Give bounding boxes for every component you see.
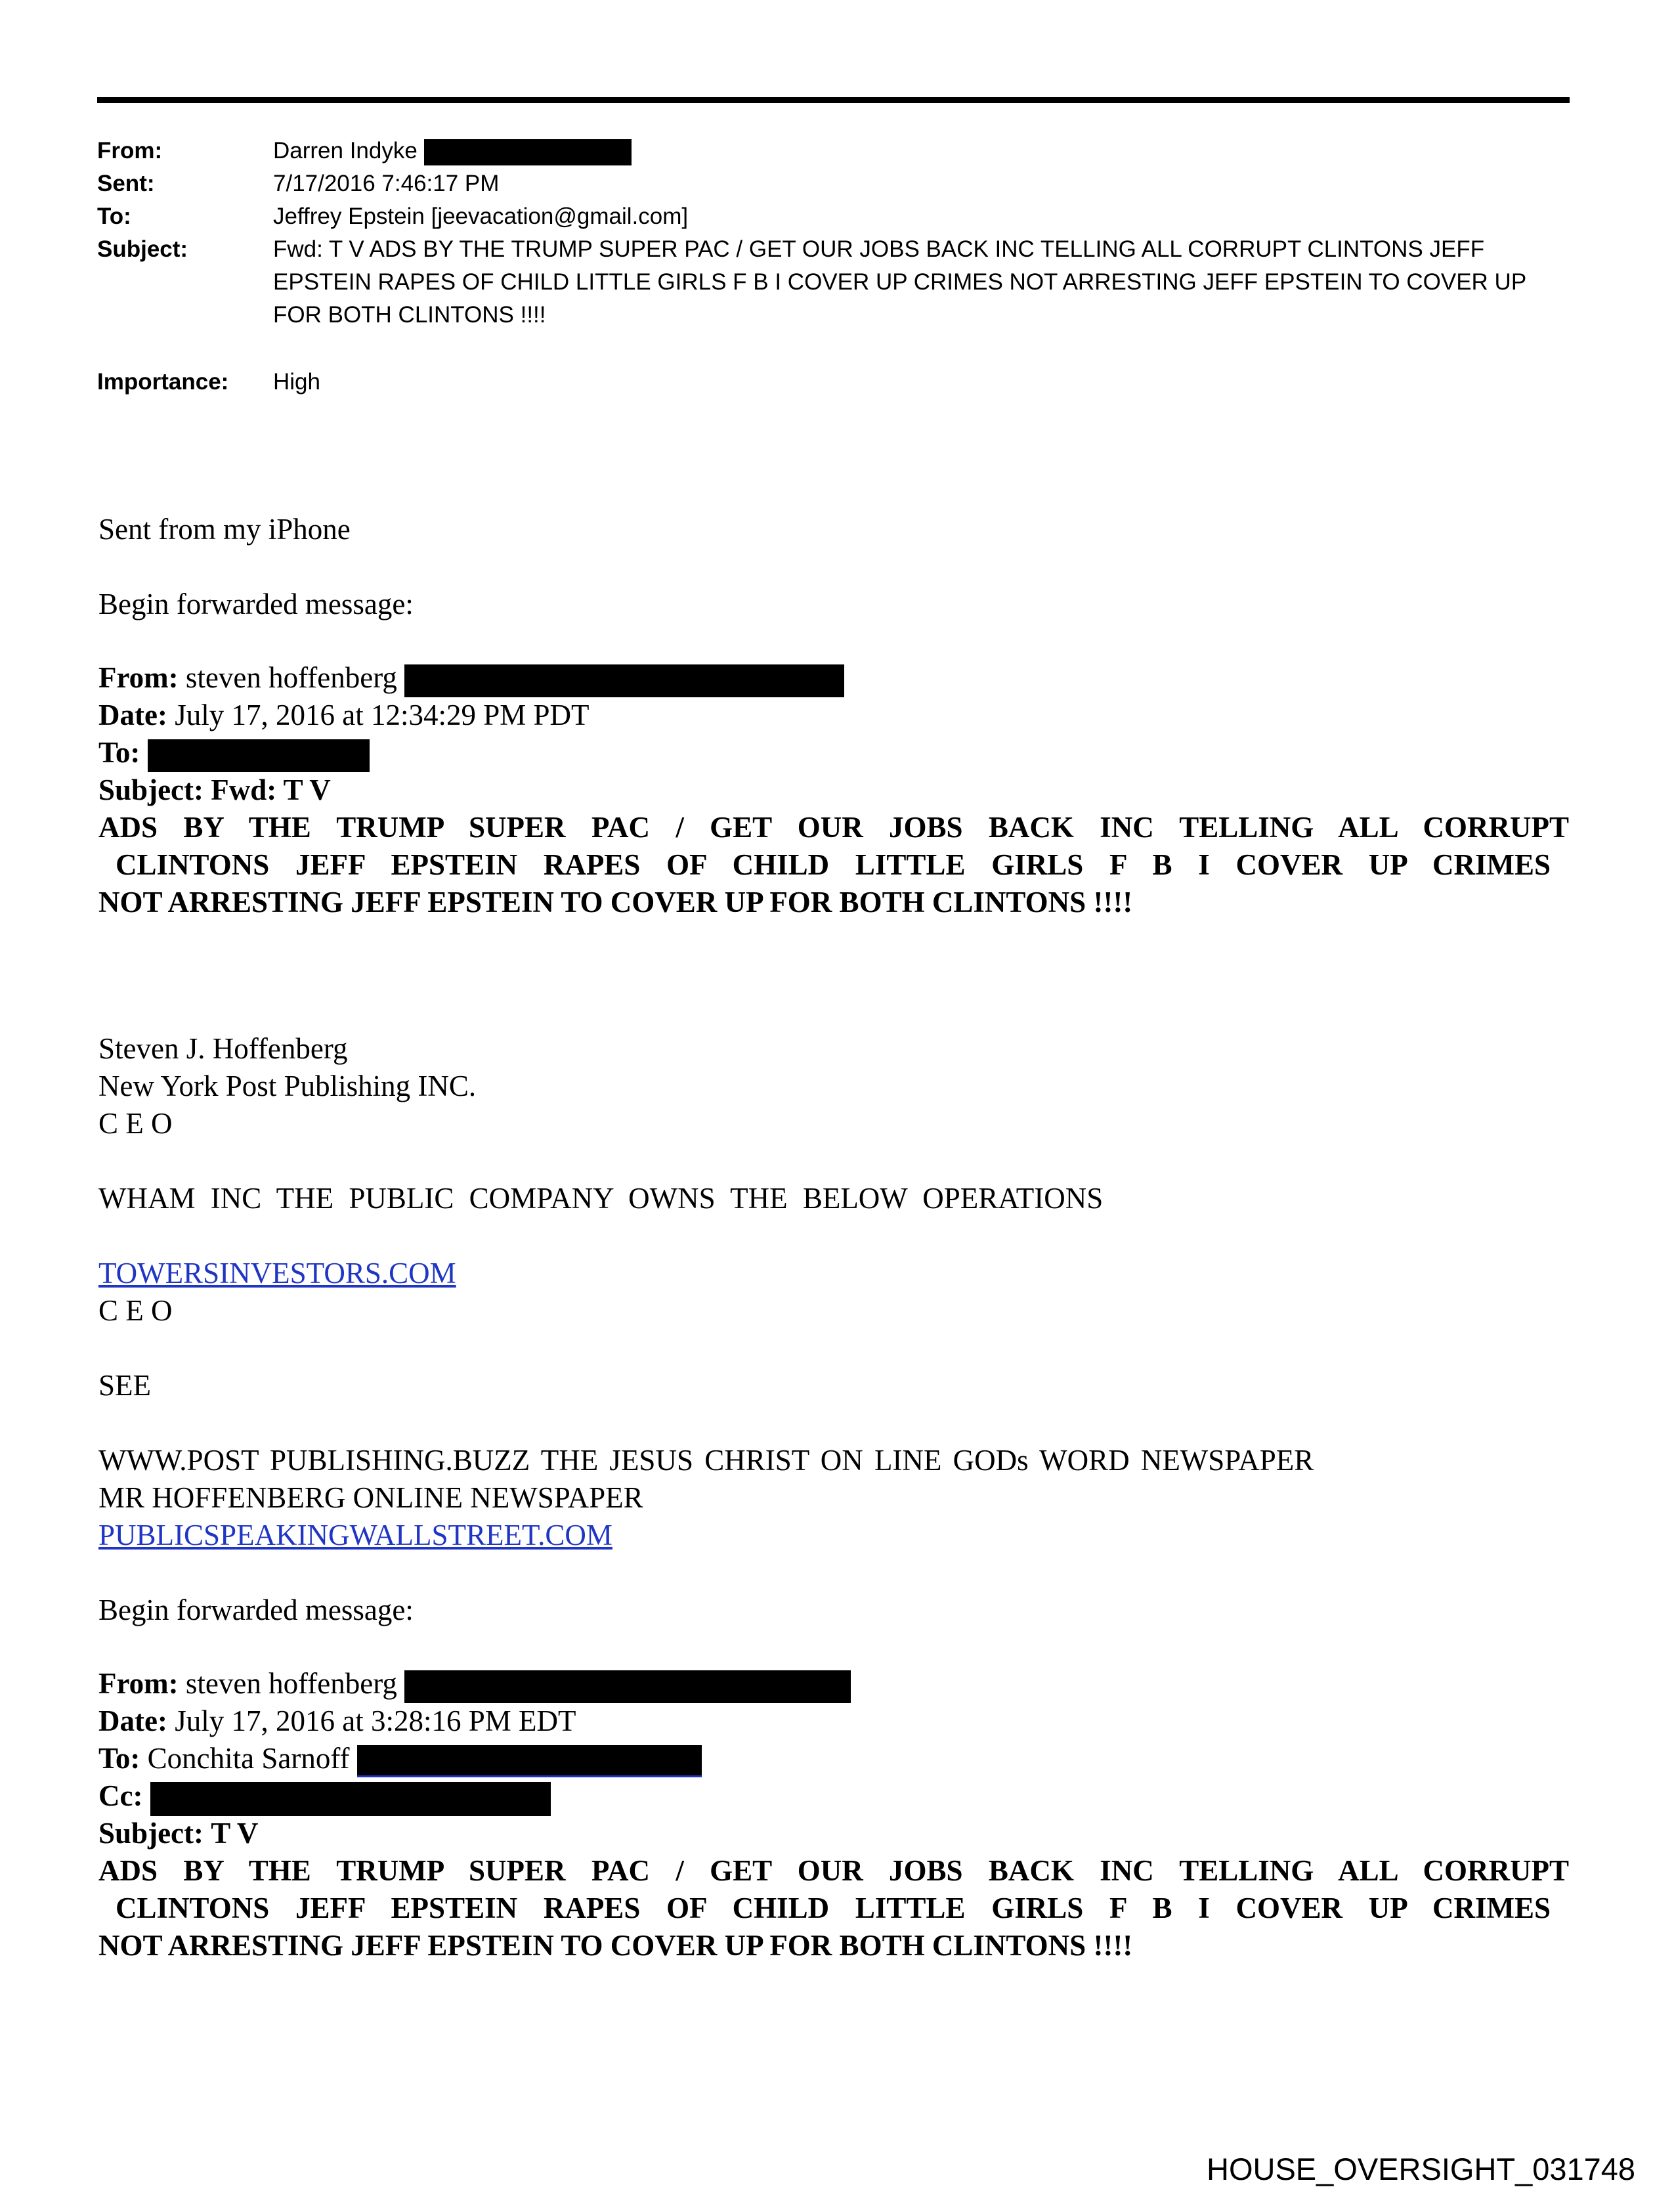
fwd1-subject-line: CLINTONS JEFF EPSTEIN RAPES OF CHILD LITTLE GIRLS F B I COVER UP CRIMES <box>116 848 1551 881</box>
redaction-box <box>357 1745 702 1777</box>
fwd2-subject-line: CLINTONS JEFF EPSTEIN RAPES OF CHILD LITTLE GIRLS F B I COVER UP CRIMES <box>116 1892 1551 1924</box>
fwd2-from-label: From: <box>98 1667 179 1700</box>
redaction-box <box>148 739 370 772</box>
fwd2-subject-line: ADS BY THE TRUMP SUPER PAC / GET OUR JOBS BACK INC TELLING ALL CORRUPT <box>98 1854 1569 1887</box>
signature-www-line: WWW.POST PUBLISHING.BUZZ THE JESUS CHRIST ON LINE GODs WORD NEWSPAPER <box>98 1444 1314 1477</box>
fwd1-subject-line: NOT ARRESTING JEFF EPSTEIN TO COVER UP FOR BOTH CLINTONS !!!! <box>98 886 1133 919</box>
fwd1-subject-label: Subject: <box>98 773 204 806</box>
sent-from-line: Sent from my iPhone <box>98 513 351 546</box>
fwd2-from-value: steven hoffenberg <box>185 1667 397 1700</box>
signature-online-line: MR HOFFENBERG ONLINE NEWSPAPER <box>98 1481 643 1514</box>
header-from-value: Darren Indyke <box>273 135 632 167</box>
fwd1-subject-row <box>98 771 331 809</box>
fwd2-subject-label: Subject: <box>98 1817 204 1850</box>
fwd2-date-row <box>98 1702 576 1740</box>
header-sent-label: Sent: <box>97 171 155 196</box>
fwd1-from-label: From: <box>98 661 179 694</box>
fwd2-from-row <box>98 1665 851 1703</box>
fwd2-to-value: Conchita Sarnoff <box>147 1742 350 1775</box>
signature-link-publicspeaking[interactable]: PUBLICSPEAKINGWALLSTREET.COM <box>98 1519 612 1551</box>
top-rule-divider <box>97 97 1570 103</box>
fwd2-to-label: To: <box>98 1742 140 1775</box>
fwd2-subject-text <box>98 1852 1569 1964</box>
fwd2-cc-label: Cc: <box>98 1779 143 1812</box>
redaction-box <box>150 1782 551 1816</box>
redaction-box <box>404 664 844 697</box>
begin-forwarded-2: Begin forwarded message: <box>98 1594 414 1626</box>
signature-title-2: C E O <box>98 1294 173 1327</box>
fwd1-subject-line: ADS BY THE TRUMP SUPER PAC / GET OUR JOBS BACK INC TELLING ALL CORRUPT <box>98 811 1569 844</box>
header-subject-label: Subject: <box>97 236 188 262</box>
fwd1-subject-value: Fwd: T V <box>211 773 331 806</box>
header-to-value: Jeffrey Epstein [jeevacation@gmail.com] <box>273 204 689 229</box>
fwd1-subject-text <box>98 809 1569 921</box>
header-to-label: To: <box>97 204 131 229</box>
fwd1-to-label: To: <box>98 736 140 769</box>
signature-see: SEE <box>98 1369 152 1402</box>
fwd1-date-label: Date: <box>98 699 167 731</box>
fwd2-date-value: July 17, 2016 at 3:28:16 PM EDT <box>175 1704 576 1737</box>
signature-link-towersinvestors[interactable]: TOWERSINVESTORS.COM <box>98 1257 456 1290</box>
redaction-box <box>424 139 632 165</box>
header-subject-value: Fwd: T V ADS BY THE TRUMP SUPER PAC / GET OUR JOBS BACK INC TELLING ALL CORRUPT CLINTONS JEFF EPSTEIN RAPES OF CHILD LITTLE GIRLS F B I COVER UP CRIMES NOT ARRESTING JEFF EPSTEIN TO COVER UP FOR BOTH CLINTONS !!!! <box>273 236 1526 328</box>
header-importance-label: Importance: <box>97 369 229 395</box>
fwd2-to-row <box>98 1740 702 1777</box>
signature-title: C E O <box>98 1107 173 1140</box>
header-from-label: From: <box>97 138 163 163</box>
fwd2-date-label: Date: <box>98 1704 167 1737</box>
fwd2-cc-row <box>98 1777 551 1816</box>
bates-number: HOUSE_OVERSIGHT_031748 <box>1207 2152 1636 2186</box>
fwd1-from-row <box>98 659 844 697</box>
fwd2-subject-row <box>98 1815 258 1852</box>
header-importance-value: High <box>273 369 320 395</box>
signature-name: Steven J. Hoffenberg <box>98 1032 348 1065</box>
signature-company: New York Post Publishing INC. <box>98 1070 477 1102</box>
header-sent-value: 7/17/2016 7:46:17 PM <box>273 171 500 196</box>
fwd1-date-value: July 17, 2016 at 12:34:29 PM PDT <box>175 699 590 731</box>
fwd1-date-row <box>98 697 590 734</box>
signature-wham-line: WHAM INC THE PUBLIC COMPANY OWNS THE BELOW OPERATIONS <box>98 1182 1104 1215</box>
fwd2-subject-value: T V <box>211 1817 259 1850</box>
fwd1-from-value: steven hoffenberg <box>185 661 397 694</box>
redaction-box <box>404 1670 851 1703</box>
fwd2-subject-line: NOT ARRESTING JEFF EPSTEIN TO COVER UP FOR BOTH CLINTONS !!!! <box>98 1929 1133 1962</box>
begin-forwarded-1: Begin forwarded message: <box>98 588 414 620</box>
fwd1-to-row <box>98 734 370 772</box>
